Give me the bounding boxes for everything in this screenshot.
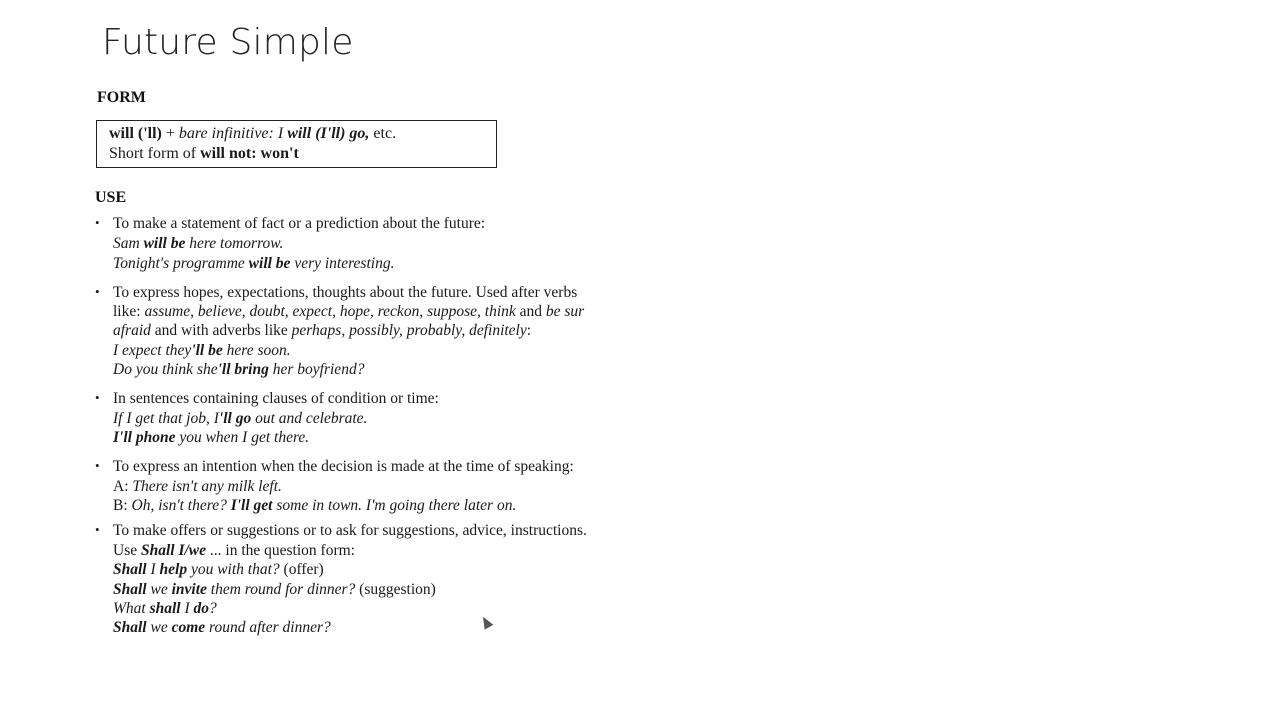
- text: be sur: [545, 303, 585, 320]
- form-example: will (I'll) go,: [287, 125, 370, 142]
- mouse-pointer-icon: [479, 614, 494, 629]
- text: round after dinner?: [205, 619, 331, 636]
- form-short-label: Short form of: [109, 145, 201, 162]
- use-heading: USE: [95, 189, 127, 206]
- text: here tomorrow.: [185, 235, 284, 252]
- use-4-line-3: [113, 496, 516, 515]
- text: Use: [113, 542, 141, 559]
- bullet-2: •: [95, 284, 100, 299]
- use-5-line-1: To make offers or suggestions or to ask for suggestions, advice, instructions.: [113, 522, 587, 539]
- form-line-2: [109, 144, 496, 164]
- use-2-line-5: [113, 360, 364, 379]
- form-line-1: [109, 124, 496, 144]
- text: Shall: [113, 561, 147, 578]
- form-etc: etc.: [369, 125, 397, 142]
- text: do: [193, 600, 210, 617]
- text: help: [159, 561, 188, 578]
- text: Shall: [113, 619, 147, 636]
- text: (offer): [279, 561, 324, 578]
- use-4-line-2: [113, 477, 282, 496]
- text: ... in the question form:: [206, 542, 355, 559]
- use-1-line-2: [113, 234, 283, 253]
- text: some in town. I'm going there later on.: [272, 497, 517, 514]
- form-plus: +: [161, 125, 179, 142]
- text: her boyfriend?: [268, 361, 365, 378]
- text: 'll be: [191, 342, 223, 359]
- form-box: [96, 120, 497, 168]
- use-2-line-2: [113, 302, 703, 321]
- use-4-line-1: To express an intention when the decision is made at the time of speaking:: [113, 458, 574, 475]
- text: and: [515, 303, 546, 320]
- text: :: [526, 322, 532, 339]
- use-5-line-5: [113, 599, 217, 618]
- use-2-line-4: [113, 341, 291, 360]
- text: I'll phone: [113, 429, 176, 446]
- text: perhaps, possibly, probably, definitely: [291, 322, 527, 339]
- text: (suggestion): [355, 581, 436, 598]
- text: Shall: [113, 581, 147, 598]
- text: 'll bring: [217, 361, 269, 378]
- use-5-line-3: [113, 560, 324, 579]
- text: I'll get: [230, 497, 273, 514]
- text: afraid: [113, 322, 151, 339]
- text: I expect they: [113, 342, 192, 359]
- bullet-4: •: [95, 458, 100, 473]
- text: come: [171, 619, 206, 636]
- use-5-line-6: [113, 618, 331, 637]
- text: I: [146, 561, 160, 578]
- text: we: [146, 581, 172, 598]
- text: and with adverbs like: [150, 322, 292, 339]
- text: you when I get there.: [175, 429, 310, 446]
- text: here soon.: [222, 342, 291, 359]
- use-3-line-2: [113, 409, 367, 428]
- form-bare-infinitive: bare infinitive: I: [178, 125, 288, 142]
- bullet-1: •: [95, 215, 100, 230]
- text: There isn't any milk left.: [132, 478, 282, 495]
- text: If I get that job, I: [113, 410, 219, 427]
- use-1-line-1: To make a statement of fact or a prediction about the future:: [113, 215, 486, 232]
- text: invite: [171, 581, 207, 598]
- use-2-line-1: To express hopes, expectations, thoughts about the future. Used after verbs: [113, 284, 578, 301]
- text: Tonight's programme: [113, 255, 249, 272]
- use-3-line-1: In sentences containing clauses of condition or time:: [113, 390, 439, 407]
- text: assume, believe, doubt, expect, hope, reckon, suppose, think: [144, 303, 516, 320]
- text: Oh, isn't there?: [131, 497, 231, 514]
- form-heading: FORM: [97, 89, 146, 106]
- bullet-5: •: [95, 522, 100, 537]
- text: B:: [113, 497, 132, 514]
- text: Shall I/we: [140, 542, 207, 559]
- text: Sam: [113, 235, 144, 252]
- slide-title: Future Simple: [102, 22, 354, 63]
- text: Do you think she: [113, 361, 218, 378]
- form-will: will ('ll): [109, 125, 162, 142]
- text: I: [180, 600, 194, 617]
- text: will be: [248, 255, 291, 272]
- use-5-line-4: [113, 580, 436, 599]
- text: will be: [143, 235, 186, 252]
- text: ?: [209, 600, 217, 617]
- text: very interesting.: [290, 255, 395, 272]
- text: 'll go: [218, 410, 252, 427]
- text: shall: [149, 600, 181, 617]
- use-3-line-3: [113, 428, 309, 447]
- text: you with that?: [187, 561, 280, 578]
- form-short-form: will not: won't: [200, 145, 299, 162]
- bullet-3: •: [95, 390, 100, 405]
- use-5-line-2: [113, 541, 355, 560]
- use-2-line-3: [113, 321, 531, 340]
- text: we: [146, 619, 172, 636]
- text: out and celebrate.: [251, 410, 368, 427]
- text: them round for dinner?: [206, 581, 356, 598]
- use-1-line-3: [113, 254, 394, 273]
- text: What: [113, 600, 150, 617]
- text: like:: [113, 303, 145, 320]
- text: A:: [113, 478, 133, 495]
